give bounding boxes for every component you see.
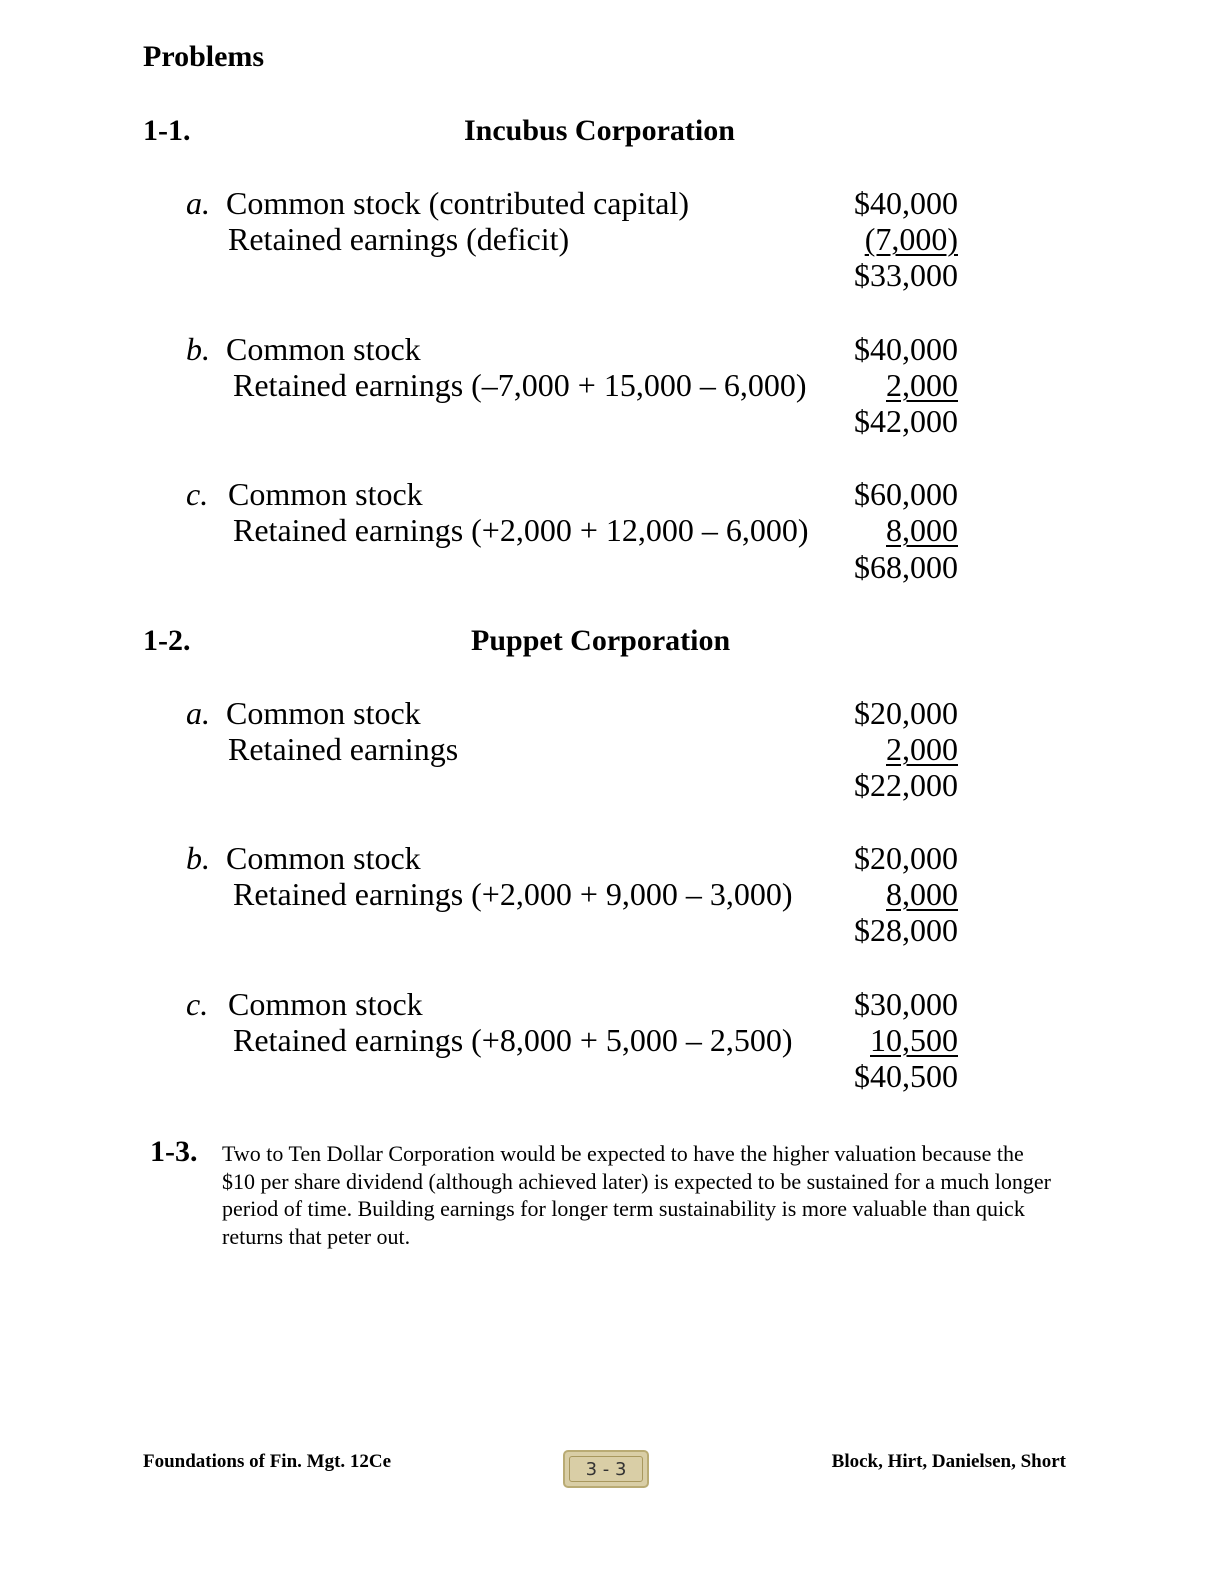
- amount: $20,000: [854, 695, 958, 731]
- amount: $20,000: [854, 840, 958, 876]
- amount-underlined: 10,500: [870, 1022, 958, 1058]
- amount-underlined: 2,000: [886, 367, 958, 403]
- problem-number-1-2: 1-2.: [143, 624, 191, 657]
- page-heading: Problems: [143, 40, 265, 73]
- problem-title-1-2: Puppet Corporation: [471, 624, 731, 657]
- line-item: Common stock (contributed capital): [226, 185, 689, 221]
- amount-underlined: 2,000: [886, 731, 958, 767]
- line-item: Common stock: [226, 695, 421, 731]
- problem-number-1-1: 1-1.: [143, 114, 191, 147]
- page-number-box: [563, 1450, 649, 1488]
- total-amount: $22,000: [854, 767, 958, 803]
- part-letter: a.: [186, 695, 210, 731]
- line-item: Common stock: [228, 476, 423, 512]
- line-item: Common stock: [226, 840, 421, 876]
- problem-answer-text: Two to Ten Dollar Corporation would be expected to have the higher valuation because the $10 per share dividend (although achieved later) is expected to be sustained for a much longer period of time. Building earnings for longer term sustainability is more valuable than quick returns that peter out.: [222, 1141, 1051, 1249]
- part-letter: c.: [186, 986, 209, 1022]
- amount: $40,000: [854, 331, 958, 367]
- problem-number-1-3: 1-3.: [150, 1135, 198, 1168]
- footer-authors: Block, Hirt, Danielsen, Short: [831, 1451, 1066, 1472]
- amount-underlined: 8,000: [886, 512, 958, 548]
- amount: $30,000: [854, 986, 958, 1022]
- page-number: 3 - 3: [569, 1456, 643, 1482]
- line-item: Retained earnings: [228, 731, 459, 767]
- amount: $40,000: [854, 185, 958, 221]
- total-amount: $68,000: [854, 549, 958, 585]
- total-amount: $42,000: [854, 403, 958, 439]
- total-amount: $40,500: [854, 1058, 958, 1094]
- total-amount: $28,000: [854, 912, 958, 948]
- line-item: Common stock: [226, 331, 421, 367]
- amount: $60,000: [854, 476, 958, 512]
- part-letter: b.: [186, 840, 210, 876]
- amount-underlined: (7,000): [864, 221, 958, 257]
- part-letter: b.: [186, 331, 210, 367]
- line-item: Retained earnings (deficit): [228, 221, 570, 257]
- footer-book-title: Foundations of Fin. Mgt. 12Ce: [143, 1451, 392, 1472]
- part-letter: c.: [186, 476, 209, 512]
- line-item: Common stock: [228, 986, 423, 1022]
- amount-underlined: 8,000: [886, 876, 958, 912]
- total-amount: $33,000: [854, 257, 958, 293]
- line-item: Retained earnings (–7,000 + 15,000 – 6,000): [233, 367, 807, 403]
- line-item: Retained earnings (+8,000 + 5,000 – 2,500): [233, 1022, 793, 1058]
- problem-title-1-1: Incubus Corporation: [464, 114, 735, 147]
- line-item: Retained earnings (+2,000 + 12,000 – 6,000): [233, 512, 809, 548]
- part-letter: a.: [186, 185, 210, 221]
- line-item: Retained earnings (+2,000 + 9,000 – 3,000): [233, 876, 793, 912]
